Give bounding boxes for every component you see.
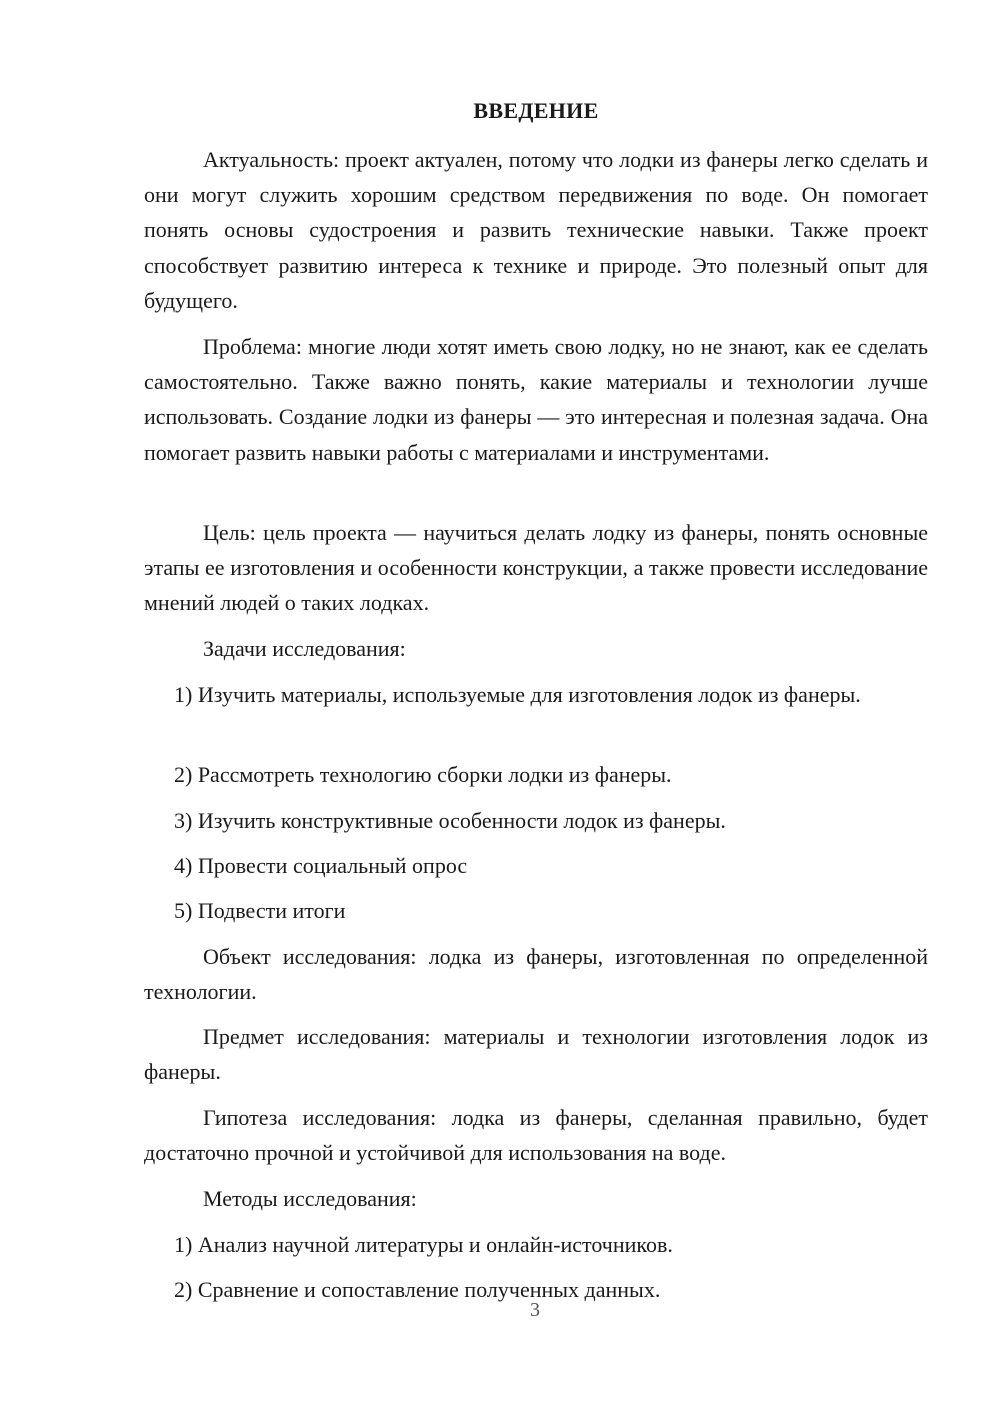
hypothesis-paragraph: Гипотеза исследования: лодка из фанеры, сделанная правильно, будет достаточно прочной и устойчивой для использования на воде. bbox=[144, 1105, 928, 1166]
task-item-2: 2) Рассмотреть технологию сборки лодки из фанеры. bbox=[174, 762, 672, 787]
subject-paragraph: Предмет исследования: материалы и технологии изготовления лодок из фанеры. bbox=[144, 1024, 928, 1085]
tasks-heading: Задачи исследования: bbox=[203, 636, 406, 661]
page-number: 3 bbox=[530, 1299, 540, 1321]
goal-paragraph: Цель: цель проекта — научиться делать лодку из фанеры, понять основные этапы ее изготовления и особенности конструкции, а также провести исследование мнений людей о таких лодках. bbox=[144, 520, 928, 616]
task-item-3: 3) Изучить конструктивные особенности лодок из фанеры. bbox=[174, 808, 726, 833]
object-paragraph: Объект исследования: лодка из фанеры, изготовленная по определенной технологии. bbox=[144, 944, 928, 1005]
task-item-4: 4) Провести социальный опрос bbox=[174, 853, 468, 878]
method-item-1: 1) Анализ научной литературы и онлайн-источников. bbox=[174, 1232, 673, 1257]
relevance-paragraph: Актуальность: проект актуален, потому что лодки из фанеры легко сделать и они могут служить хорошим средством передвижения по воде. Он помогает понять основы судостроения и развить технические навыки. Также проект способствует развитию интереса к технике и природе. Это полезный опыт для будущего. bbox=[144, 147, 928, 313]
task-item-1: 1) Изучить материалы, используемые для изготовления лодок из фанеры. bbox=[174, 682, 861, 707]
method-item-2: 2) Сравнение и сопоставление полученных данных. bbox=[174, 1277, 661, 1302]
problem-paragraph: Проблема: многие люди хотят иметь свою лодку, но не знают, как ее сделать самостоятельно. Также важно понять, какие материалы и технологии лучше использовать. Создание лодки из фанеры — это интересная и полезная задача. Она помогает развить навыки работы с материалами и инструментами. bbox=[144, 334, 928, 465]
methods-heading: Методы исследования: bbox=[203, 1186, 417, 1211]
task-item-5: 5) Подвести итоги bbox=[174, 898, 346, 923]
page-title: ВВЕДЕНИЕ bbox=[473, 98, 599, 123]
